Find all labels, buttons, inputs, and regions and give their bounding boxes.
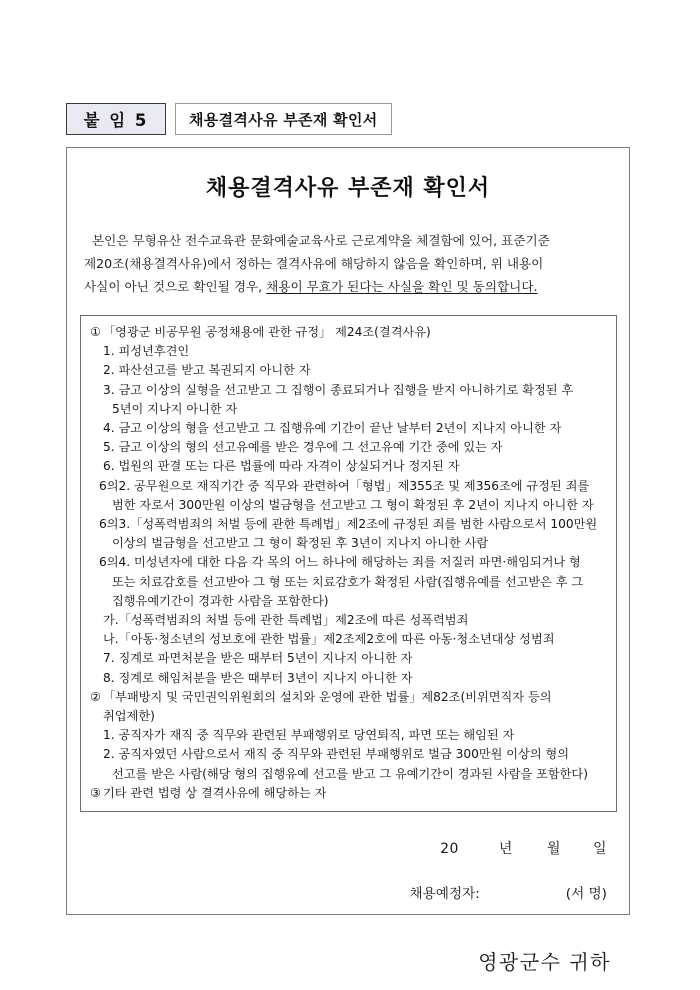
- clause-1-heading: [90, 323, 607, 342]
- clause-2-marker: ②: [90, 689, 101, 704]
- intro-paragraph: [84, 229, 613, 298]
- applicant-label: 채용예정자:: [409, 886, 480, 903]
- clause-1-item: 6의2. 공무원으로 재직기간 중 직무와 관련하여「형법」제355조 및 제356조에 규정된 죄를 범한 자로서 300만원 이상의 벌금형을 선고받고 그 형이 확정된 후 2년이 지나지 아니한 자: [99, 478, 594, 512]
- clause-1-item: 5. 금고 이상의 형의 선고유예를 받은 경우에 그 선고유예 기간 중에 있는 자: [103, 440, 503, 455]
- clause-3-heading-text: 기타 관련 법령 상 결격사유에 해당하는 자: [103, 785, 327, 800]
- intro-line-1: 본인은 무형유산 전수교육관 문화예술교육사로 근로계약을 체결함에 있어, 표준기준: [92, 233, 550, 248]
- clause-1-item: 6의3.「성폭력범죄의 처벌 등에 관한 특례법」제2조에 규정된 죄를 범한 사람으로서 100만원 이상의 벌금형을 선고받고 그 형이 확정된 후 3년이 지나지 아니한 사람: [99, 517, 598, 551]
- clause-1-item: 1. 피성년후견인: [103, 344, 190, 359]
- intro-line-3-prefix: 사실이 아닌 것으로 확인될 경우,: [84, 279, 267, 294]
- clause-2-item: 2. 공직자였던 사람으로서 재직 중 직무와 관련된 부패행위로 벌금 300만원 이상의 형의 선고를 받은 사람(해당 형의 집행유예 선고를 받고 그 유예기간이 경과된 사람을 포함한다): [103, 747, 588, 781]
- disqualification-clause-box: [80, 315, 617, 812]
- clause-1-heading-text: 「영광군 비공무원 공정채용에 관한 규정」 제24조(결격사유): [103, 325, 431, 339]
- day-label: 일: [592, 841, 607, 858]
- addressee: 영광군수 귀하: [478, 950, 611, 975]
- clause-2-item: 1. 공직자가 재직 중 직무와 관련된 부패행위로 당연퇴직, 파면 또는 해임된 자: [103, 728, 515, 743]
- document-name-badge: 채용결격사유 부존재 확인서: [175, 103, 392, 135]
- signature-mark: (서 명): [565, 886, 607, 903]
- month-label: 월: [546, 841, 561, 858]
- clause-1-item: 7. 징계로 파면처분을 받은 때부터 5년이 지나지 아니한 자: [103, 651, 413, 666]
- attachment-header-row: [66, 103, 392, 135]
- clause-3-heading: [90, 784, 607, 803]
- clause-1-subitem: 나.「아동·청소년의 성보호에 관한 법률」제2조제2호에 따른 아동·청소년대상 성범죄: [103, 632, 555, 647]
- signature-date-row: [67, 838, 607, 858]
- year-label: 년: [498, 841, 513, 858]
- year-prefix: 20: [440, 841, 459, 858]
- clause-1-item: 8. 징계로 해임처분을 받은 때부터 3년이 지나지 아니한 자: [103, 670, 413, 685]
- clause-1-item: 6. 법원의 판결 또는 다른 법률에 따라 자격이 상실되거나 정지된 자: [103, 459, 460, 474]
- clause-1-item: 2. 파산선고를 받고 복권되지 아니한 자: [103, 363, 311, 378]
- clause-1-item: 3. 금고 이상의 실형을 선고받고 그 집행이 종료되거나 집행을 받지 아니하기로 확정된 후 5년이 지나지 아니한 자: [103, 382, 574, 416]
- document-frame: [66, 147, 630, 975]
- clause-2-heading-text: 「부패방지 및 국민권익위원회의 설치와 운영에 관한 법률」제82조(비위면직자 등의 취업제한): [103, 689, 552, 724]
- intro-line-2: 제20조(채용결격사유)에서 정하는 결격사유에 해당하지 않음을 확인하며, 위 내용이: [84, 256, 544, 271]
- page-title: 채용결격사유 부존재 확인서: [205, 176, 491, 201]
- clause-2-heading: [90, 688, 607, 726]
- clause-1-item: 4. 금고 이상의 형을 선고받고 그 집행유예 기간이 끝난 날부터 2년이 지나지 아니한 자: [103, 421, 562, 436]
- clause-3-marker: ③: [90, 785, 101, 800]
- clause-1-item: 6의4. 미성년자에 대한 다음 각 목의 어느 하나에 해당하는 죄를 저질러 파면·해임되거나 형 또는 치료감호를 선고받아 그 형 또는 치료감호가 확정된 사람(집행유예를 선고받은 후 그 집행유예기간이 경과한 사람을 포함한다): [99, 555, 584, 608]
- intro-line-3-underlined: 채용이 무효가 된다는 사실을 확인 및 동의합니다.: [266, 279, 538, 294]
- intro-line-3: [84, 275, 613, 298]
- attachment-number-badge: 붙 임 5: [66, 103, 166, 135]
- clause-1-subitem: 가.「성폭력범죄의 처벌 등에 관한 특례법」제2조에 따른 성폭력범죄: [103, 613, 469, 628]
- signature-person-row: [67, 882, 607, 902]
- clause-1-marker: ①: [90, 325, 101, 339]
